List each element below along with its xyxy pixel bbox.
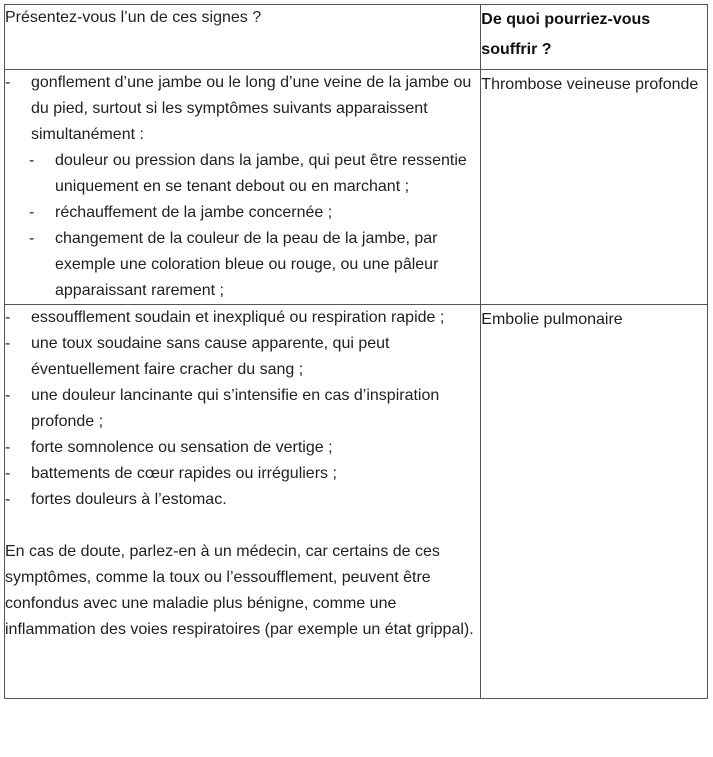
table-row bbox=[5, 70, 708, 305]
bullet-dash: - bbox=[5, 387, 11, 404]
list-item-text: battements de cœur rapides ou irréguliers ; bbox=[31, 465, 337, 482]
bullet-dash: - bbox=[29, 230, 35, 247]
condition-dvt: Thrombose veineuse profonde bbox=[481, 70, 708, 305]
list-item-text: gonflement d’une jambe ou le long d’une veine de la jambe ou du pied, surtout si les symptômes suivants apparaissent simultanément : bbox=[31, 74, 472, 143]
sub-list-item-text: réchauffement de la jambe concernée ; bbox=[55, 204, 333, 221]
list-item bbox=[5, 435, 480, 461]
list-item-text: forte somnolence ou sensation de vertige ; bbox=[31, 439, 333, 456]
sub-list-item-text: changement de la couleur de la peau de la jambe, par exemple une coloration bleue ou rouge, ou une pâleur apparaissant rarement ; bbox=[55, 230, 439, 299]
sub-list-item bbox=[5, 200, 480, 226]
list-item bbox=[5, 331, 480, 383]
list-item-text: essoufflement soudain et inexpliqué ou respiration rapide ; bbox=[31, 309, 445, 326]
sub-list-item bbox=[5, 226, 480, 304]
header-row bbox=[5, 5, 708, 70]
bullet-dash: - bbox=[5, 335, 11, 352]
signs-cell-dvt bbox=[5, 70, 481, 305]
list-item bbox=[5, 383, 480, 435]
table-row bbox=[5, 305, 708, 699]
header-signs: Présentez-vous l’un de ces signes ? bbox=[5, 5, 481, 70]
symptoms-table bbox=[4, 4, 708, 699]
list-item-text: fortes douleurs à l’estomac. bbox=[31, 491, 227, 508]
bullet-dash: - bbox=[29, 204, 35, 221]
bullet-dash: - bbox=[5, 309, 11, 326]
bullet-dash: - bbox=[29, 152, 35, 169]
bullet-dash: - bbox=[5, 439, 11, 456]
list-item-text: une toux soudaine sans cause apparente, qui peut éventuellement faire cracher du sang ; bbox=[31, 335, 390, 378]
list-item-text: une douleur lancinante qui s’intensifie en cas d’inspiration profonde ; bbox=[31, 387, 440, 430]
bullet-dash: - bbox=[5, 74, 11, 91]
signs-cell-embolism bbox=[5, 305, 481, 699]
sub-list-item bbox=[5, 148, 480, 200]
list-item bbox=[5, 70, 480, 148]
bullet-dash: - bbox=[5, 491, 11, 508]
condition-embolism: Embolie pulmonaire bbox=[481, 305, 708, 699]
list-item bbox=[5, 461, 480, 487]
header-condition: De quoi pourriez-vous souffrir ? bbox=[481, 5, 708, 70]
list-item bbox=[5, 305, 480, 331]
sub-list-item-text: douleur ou pression dans la jambe, qui peut être ressentie uniquement en se tenant debout ou en marchant ; bbox=[55, 152, 467, 195]
list-item bbox=[5, 487, 480, 513]
bullet-dash: - bbox=[5, 465, 11, 482]
advice-note: En cas de doute, parlez-en à un médecin, car certains de ces symptômes, comme la toux ou l’essoufflement, peuvent être confondus avec une maladie plus bénigne, comme une inflammation des voies respiratoires (par exemple un état grippal). bbox=[5, 543, 474, 638]
